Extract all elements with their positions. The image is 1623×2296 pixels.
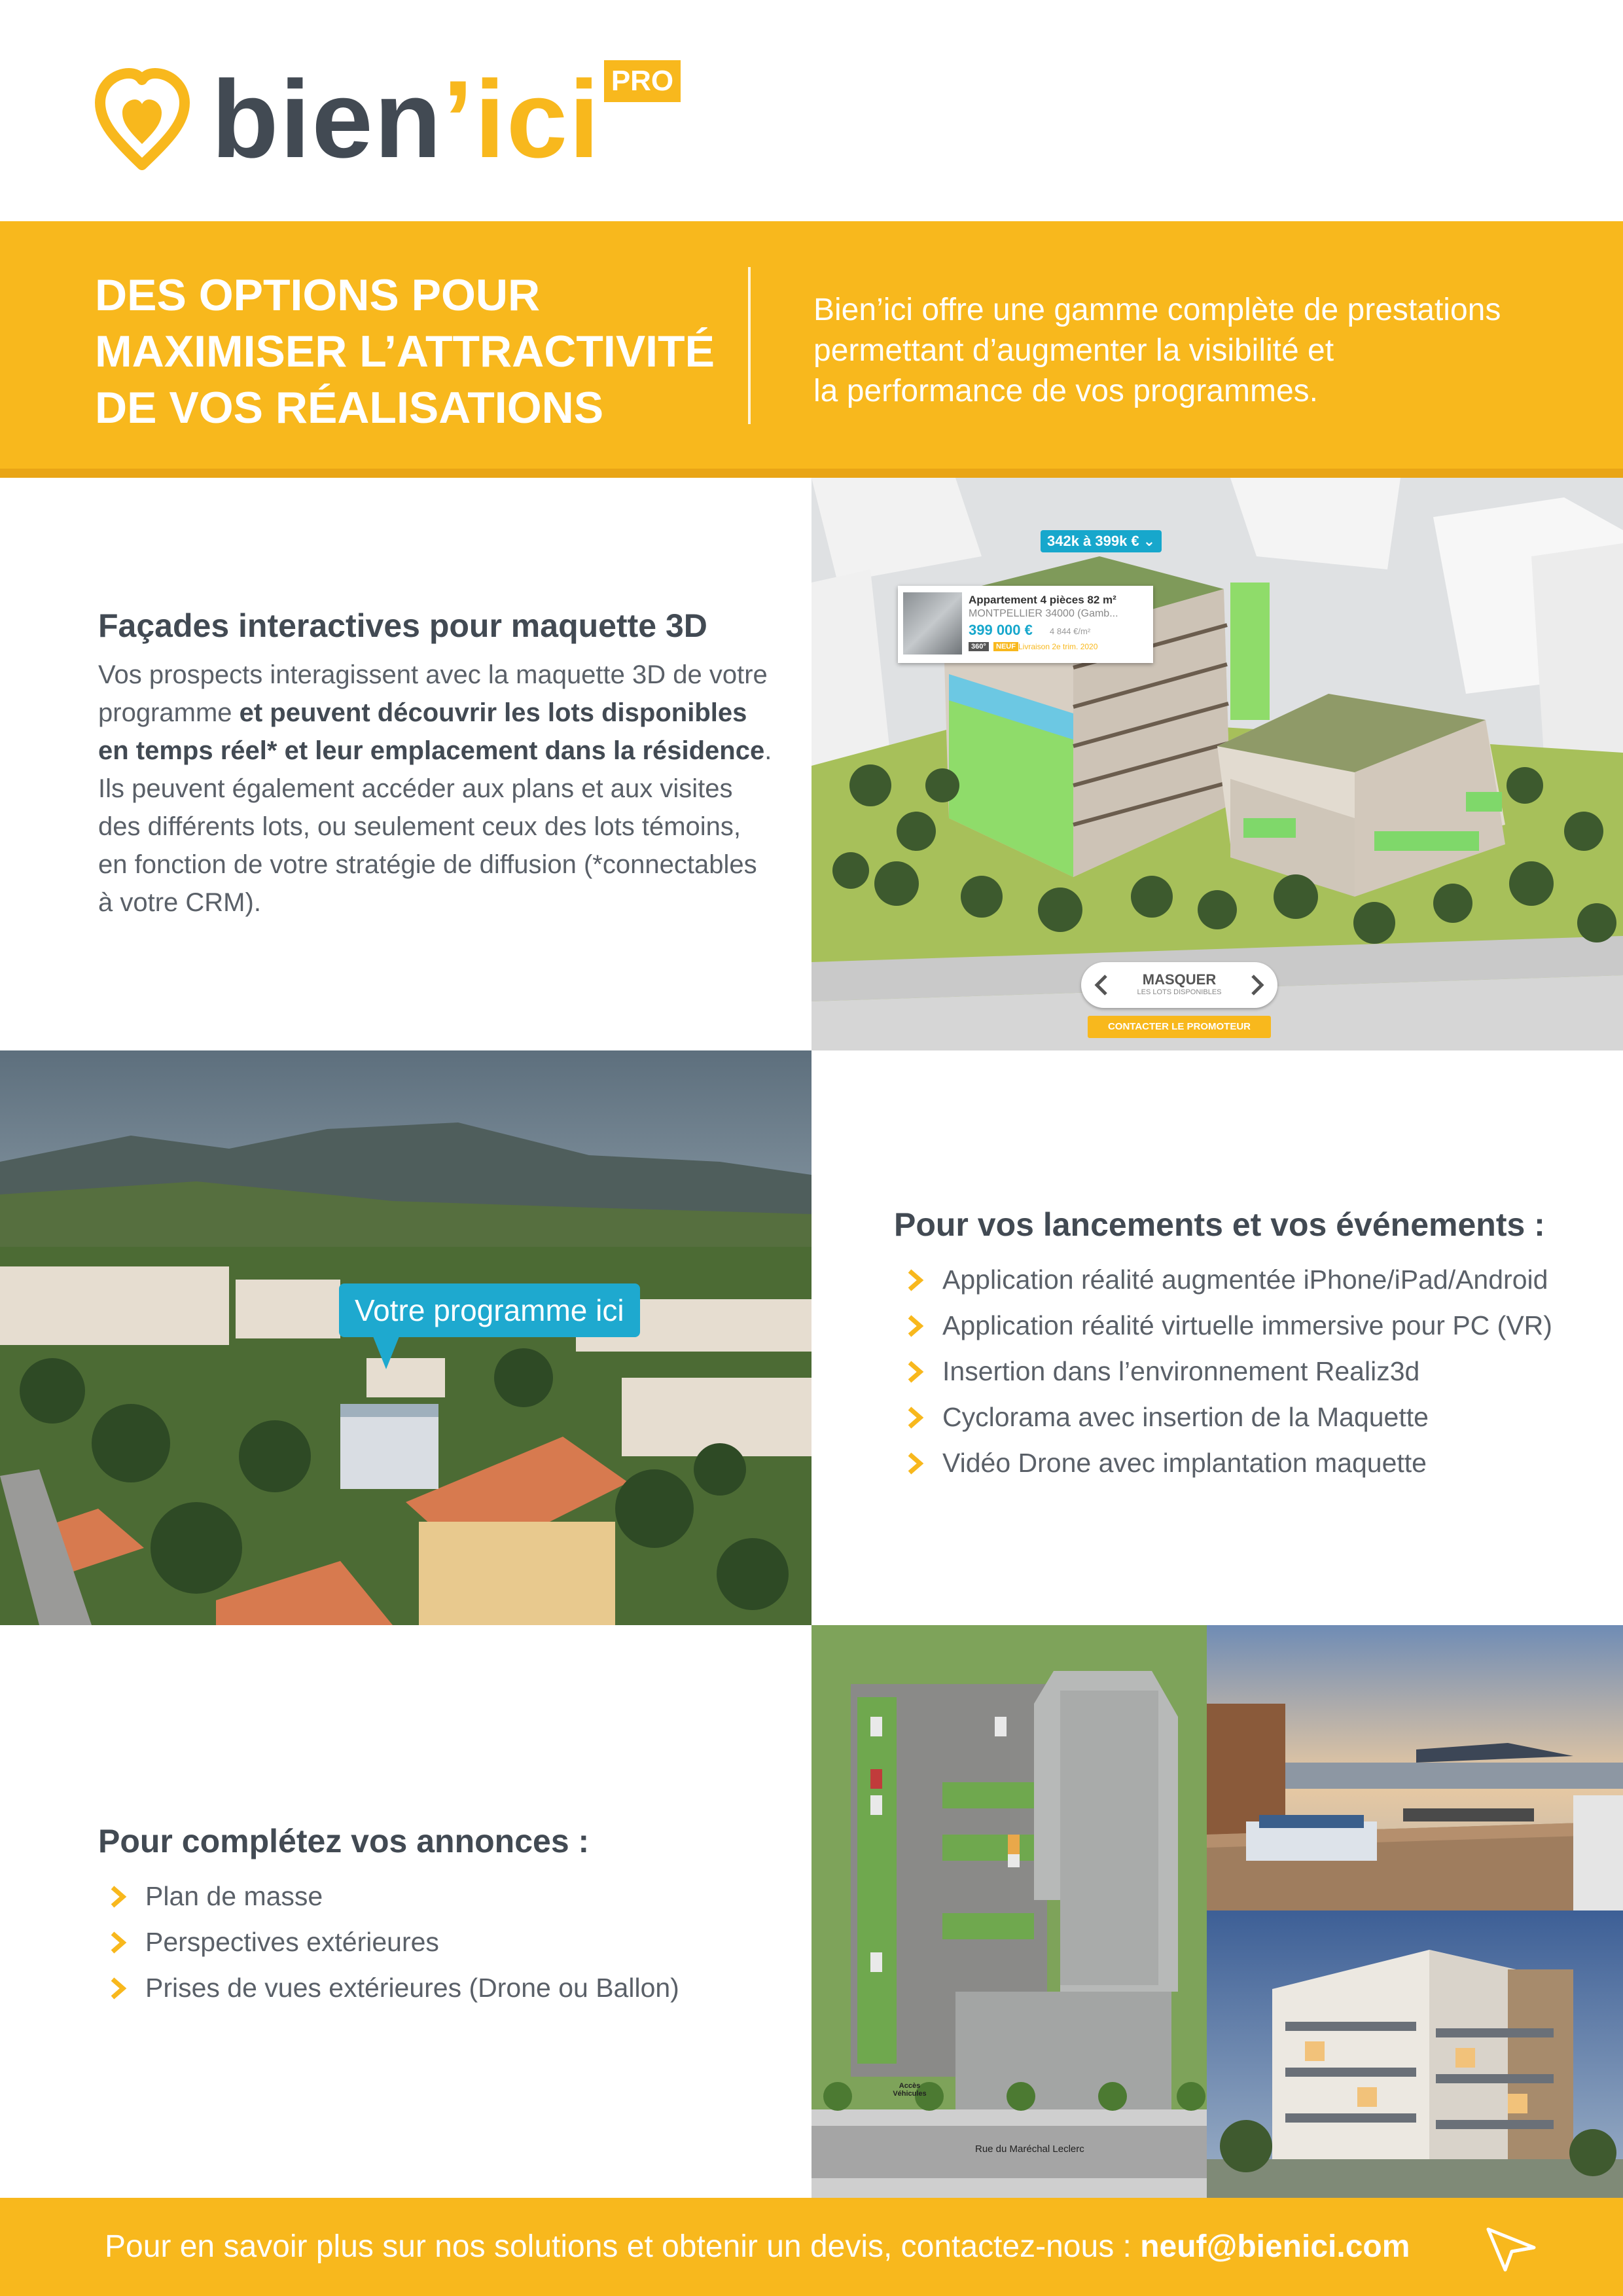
lot-title: Appartement 4 pièces 82 m² bbox=[969, 594, 1116, 606]
chevron-right-icon bbox=[906, 1268, 925, 1292]
list-item: Plan de masse bbox=[99, 1873, 679, 1919]
chevron-right-icon bbox=[109, 1977, 128, 2000]
list-item: Application réalité virtuelle immersive pour PC (VR) bbox=[897, 1302, 1552, 1348]
site-plan-image bbox=[812, 1625, 1207, 2198]
list-item: Application réalité augmentée iPhone/iPad/Android bbox=[897, 1257, 1552, 1302]
section3-list bbox=[99, 1873, 679, 2011]
street-label: Rue du Maréchal Leclerc bbox=[975, 2144, 1084, 2155]
chevron-right-icon bbox=[109, 1885, 128, 1909]
badge-neuf: NEUF bbox=[993, 642, 1018, 651]
list-item: Prises de vues extérieures (Drone ou Ballon) bbox=[99, 1965, 679, 2011]
masquer-lots-control[interactable] bbox=[1081, 962, 1277, 1008]
section1-body: Vos prospects interagissent avec la maquette 3D de votre programme et peuvent découvrir les lots disponibles en temps réel* et leur emplacement dans la résidence. Ils peuvent également accéder aux plans et aux visites des différents lots, ou seulement ceux des lots témoins, en fonction de votre stratégie de diffusion (*connectables à votre CRM). bbox=[98, 660, 772, 917]
building-perspective-image bbox=[1207, 1910, 1623, 2198]
price-range-tag[interactable]: 342k à 399k € ⌄ bbox=[1041, 530, 1162, 552]
interactive-3d-mockup-image bbox=[812, 478, 1623, 1050]
chevron-right-icon[interactable] bbox=[1247, 972, 1267, 998]
chevron-right-icon bbox=[906, 1452, 925, 1475]
badge-360: 360° bbox=[969, 642, 989, 651]
lot-delivery: Livraison 2e trim. 2020 bbox=[1018, 642, 1098, 651]
brand-logo bbox=[95, 60, 684, 191]
programme-callout: Votre programme ici bbox=[339, 1283, 640, 1337]
section3-title: Pour complétez vos annonces : bbox=[98, 1823, 590, 1859]
chevron-right-icon bbox=[906, 1406, 925, 1429]
aerial-photo-image bbox=[0, 1050, 812, 1625]
banner-title: DES OPTIONS POUR MAXIMISER L’ATTRACTIVITÉ DE VOS RÉALISATIONS bbox=[95, 270, 715, 433]
list-item: Perspectives extérieures bbox=[99, 1919, 679, 1965]
footer-text: Pour en savoir plus sur nos solutions et obtenir un devis, contactez-nous : neuf@bienici.com bbox=[105, 2229, 1410, 2264]
banner-divider bbox=[748, 267, 751, 424]
chevron-right-icon bbox=[906, 1314, 925, 1338]
section1-title: Façades interactives pour maquette 3D bbox=[98, 607, 707, 644]
heart-logo-icon bbox=[95, 67, 190, 171]
section2-title: Pour vos lancements et vos événements : bbox=[894, 1206, 1545, 1243]
brand-name: bien’ici bbox=[211, 58, 601, 181]
terrace-perspective-image bbox=[1207, 1625, 1623, 1910]
section2-list bbox=[897, 1257, 1552, 1486]
banner-description: Bien’ici offre une gamme complète de prestations permettant d’augmenter la visibilité et la performance de vos programmes. bbox=[813, 293, 1501, 408]
contact-promoter-button[interactable]: CONTACTER LE PROMOTEUR bbox=[1088, 1016, 1271, 1038]
lot-price: 399 000 € bbox=[969, 622, 1033, 638]
chevron-right-icon bbox=[906, 1360, 925, 1384]
list-item: Cyclorama avec insertion de la Maquette bbox=[897, 1394, 1552, 1440]
lot-price-per-m2: 4 844 €/m² bbox=[1050, 626, 1091, 636]
lot-thumbnail bbox=[903, 592, 962, 655]
lot-location: MONTPELLIER 34000 (Gamb... bbox=[969, 608, 1118, 619]
footer-banner bbox=[0, 2198, 1623, 2296]
hero-banner bbox=[0, 221, 1623, 478]
callout-pointer bbox=[373, 1336, 399, 1369]
contact-email-link[interactable]: neuf@bienici.com bbox=[1140, 2229, 1410, 2264]
vehicle-access-label: Accès Véhicules bbox=[893, 2082, 927, 2098]
chevron-right-icon bbox=[109, 1931, 128, 1954]
masquer-sublabel: LES LOTS DISPONIBLES bbox=[1137, 988, 1222, 996]
masquer-label: MASQUER bbox=[1142, 971, 1217, 988]
paper-plane-icon bbox=[1486, 2225, 1537, 2272]
pro-badge: PRO bbox=[604, 60, 681, 102]
list-item: Insertion dans l’environnement Realiz3d bbox=[897, 1348, 1552, 1394]
list-item: Vidéo Drone avec implantation maquette bbox=[897, 1440, 1552, 1486]
lot-card[interactable] bbox=[898, 586, 1153, 663]
